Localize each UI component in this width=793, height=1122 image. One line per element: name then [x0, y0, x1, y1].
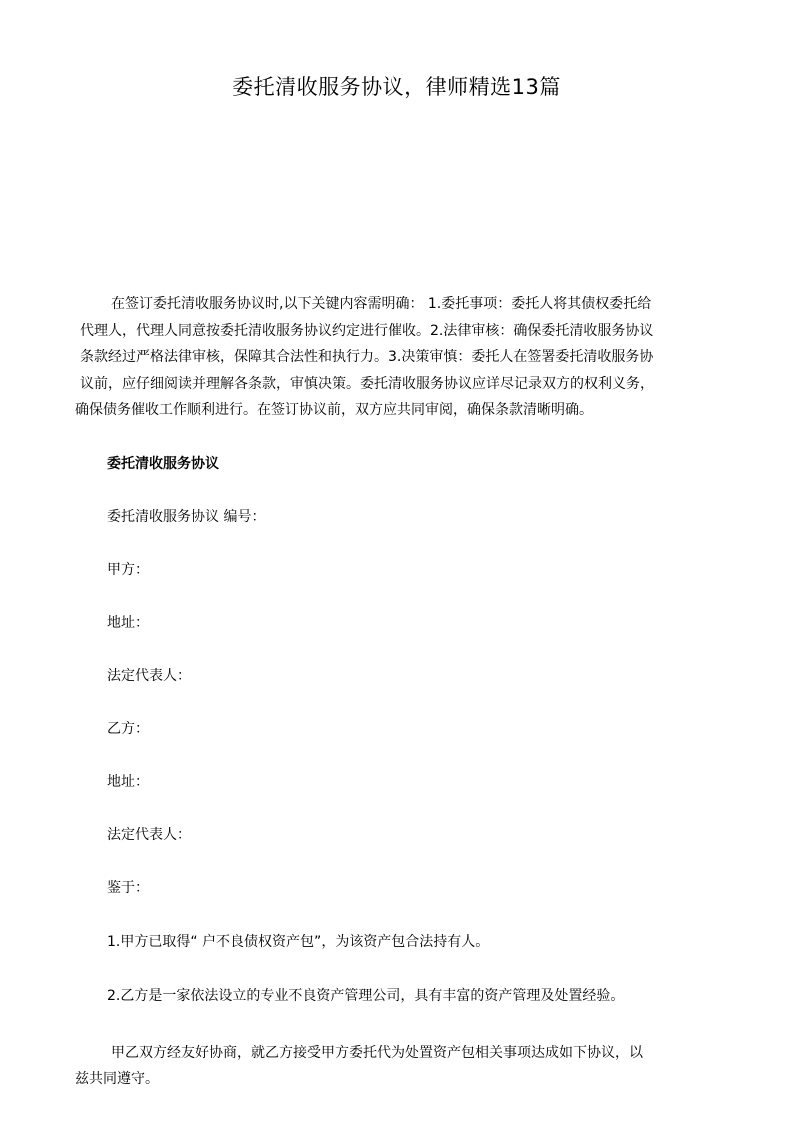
- intro-line: 议前，应仔细阅读并理解各条款，审慎决策。委托清收服务协议应详尽记录双方的权利义务，: [80, 375, 654, 392]
- intro-paragraph: [75, 291, 743, 424]
- intro-line: 确保债务催收工作顺利进行。在签订协议前，双方应共同审阅，确保条款清晰明确。: [75, 402, 593, 418]
- intro-line: 代理人，代理人同意按委托清收服务协议约定进行催收。2.法律审核：确保委托清收服务协议: [80, 322, 654, 339]
- recital-clause-1: 1.甲方已取得“ 户不良债权资产包”，为该资产包合法持有人。: [107, 934, 490, 950]
- whereas-heading: 鉴于：: [107, 880, 149, 896]
- document-title: 委托清收服务协议，律师精选13篇: [232, 75, 561, 99]
- party-b-address: 地址：: [107, 774, 149, 790]
- party-a-representative: 法定代表人：: [107, 668, 191, 684]
- intro-line: 在签订委托清收服务协议时,以下关键内容需明确： 1.委托事项：委托人将其债权委托给: [111, 296, 652, 312]
- closing-line: 兹共同遵守。: [75, 1071, 159, 1087]
- party-b-label: 乙方：: [107, 721, 149, 737]
- intro-line: 条款经过严格法律审核，保障其合法性和执行力。3.决策审慎：委托人在签署委托清收服务协: [80, 349, 654, 365]
- closing-paragraph: [75, 1040, 743, 1092]
- party-a-label: 甲方：: [107, 562, 149, 578]
- party-a-address: 地址：: [107, 615, 149, 631]
- recital-clause-2: 2.乙方是一家依法设立的专业不良资产管理公司，具有丰富的资产管理及处置经验。: [107, 988, 625, 1004]
- agreement-number-line: 委托清收服务协议 编号：: [107, 509, 266, 525]
- section-heading: 委托清收服务协议: [107, 456, 219, 472]
- party-b-representative: 法定代表人：: [107, 827, 191, 843]
- closing-line: 甲乙双方经友好协商，就乙方接受甲方委托代为处置资产包相关事项达成如下协议，以: [111, 1045, 643, 1061]
